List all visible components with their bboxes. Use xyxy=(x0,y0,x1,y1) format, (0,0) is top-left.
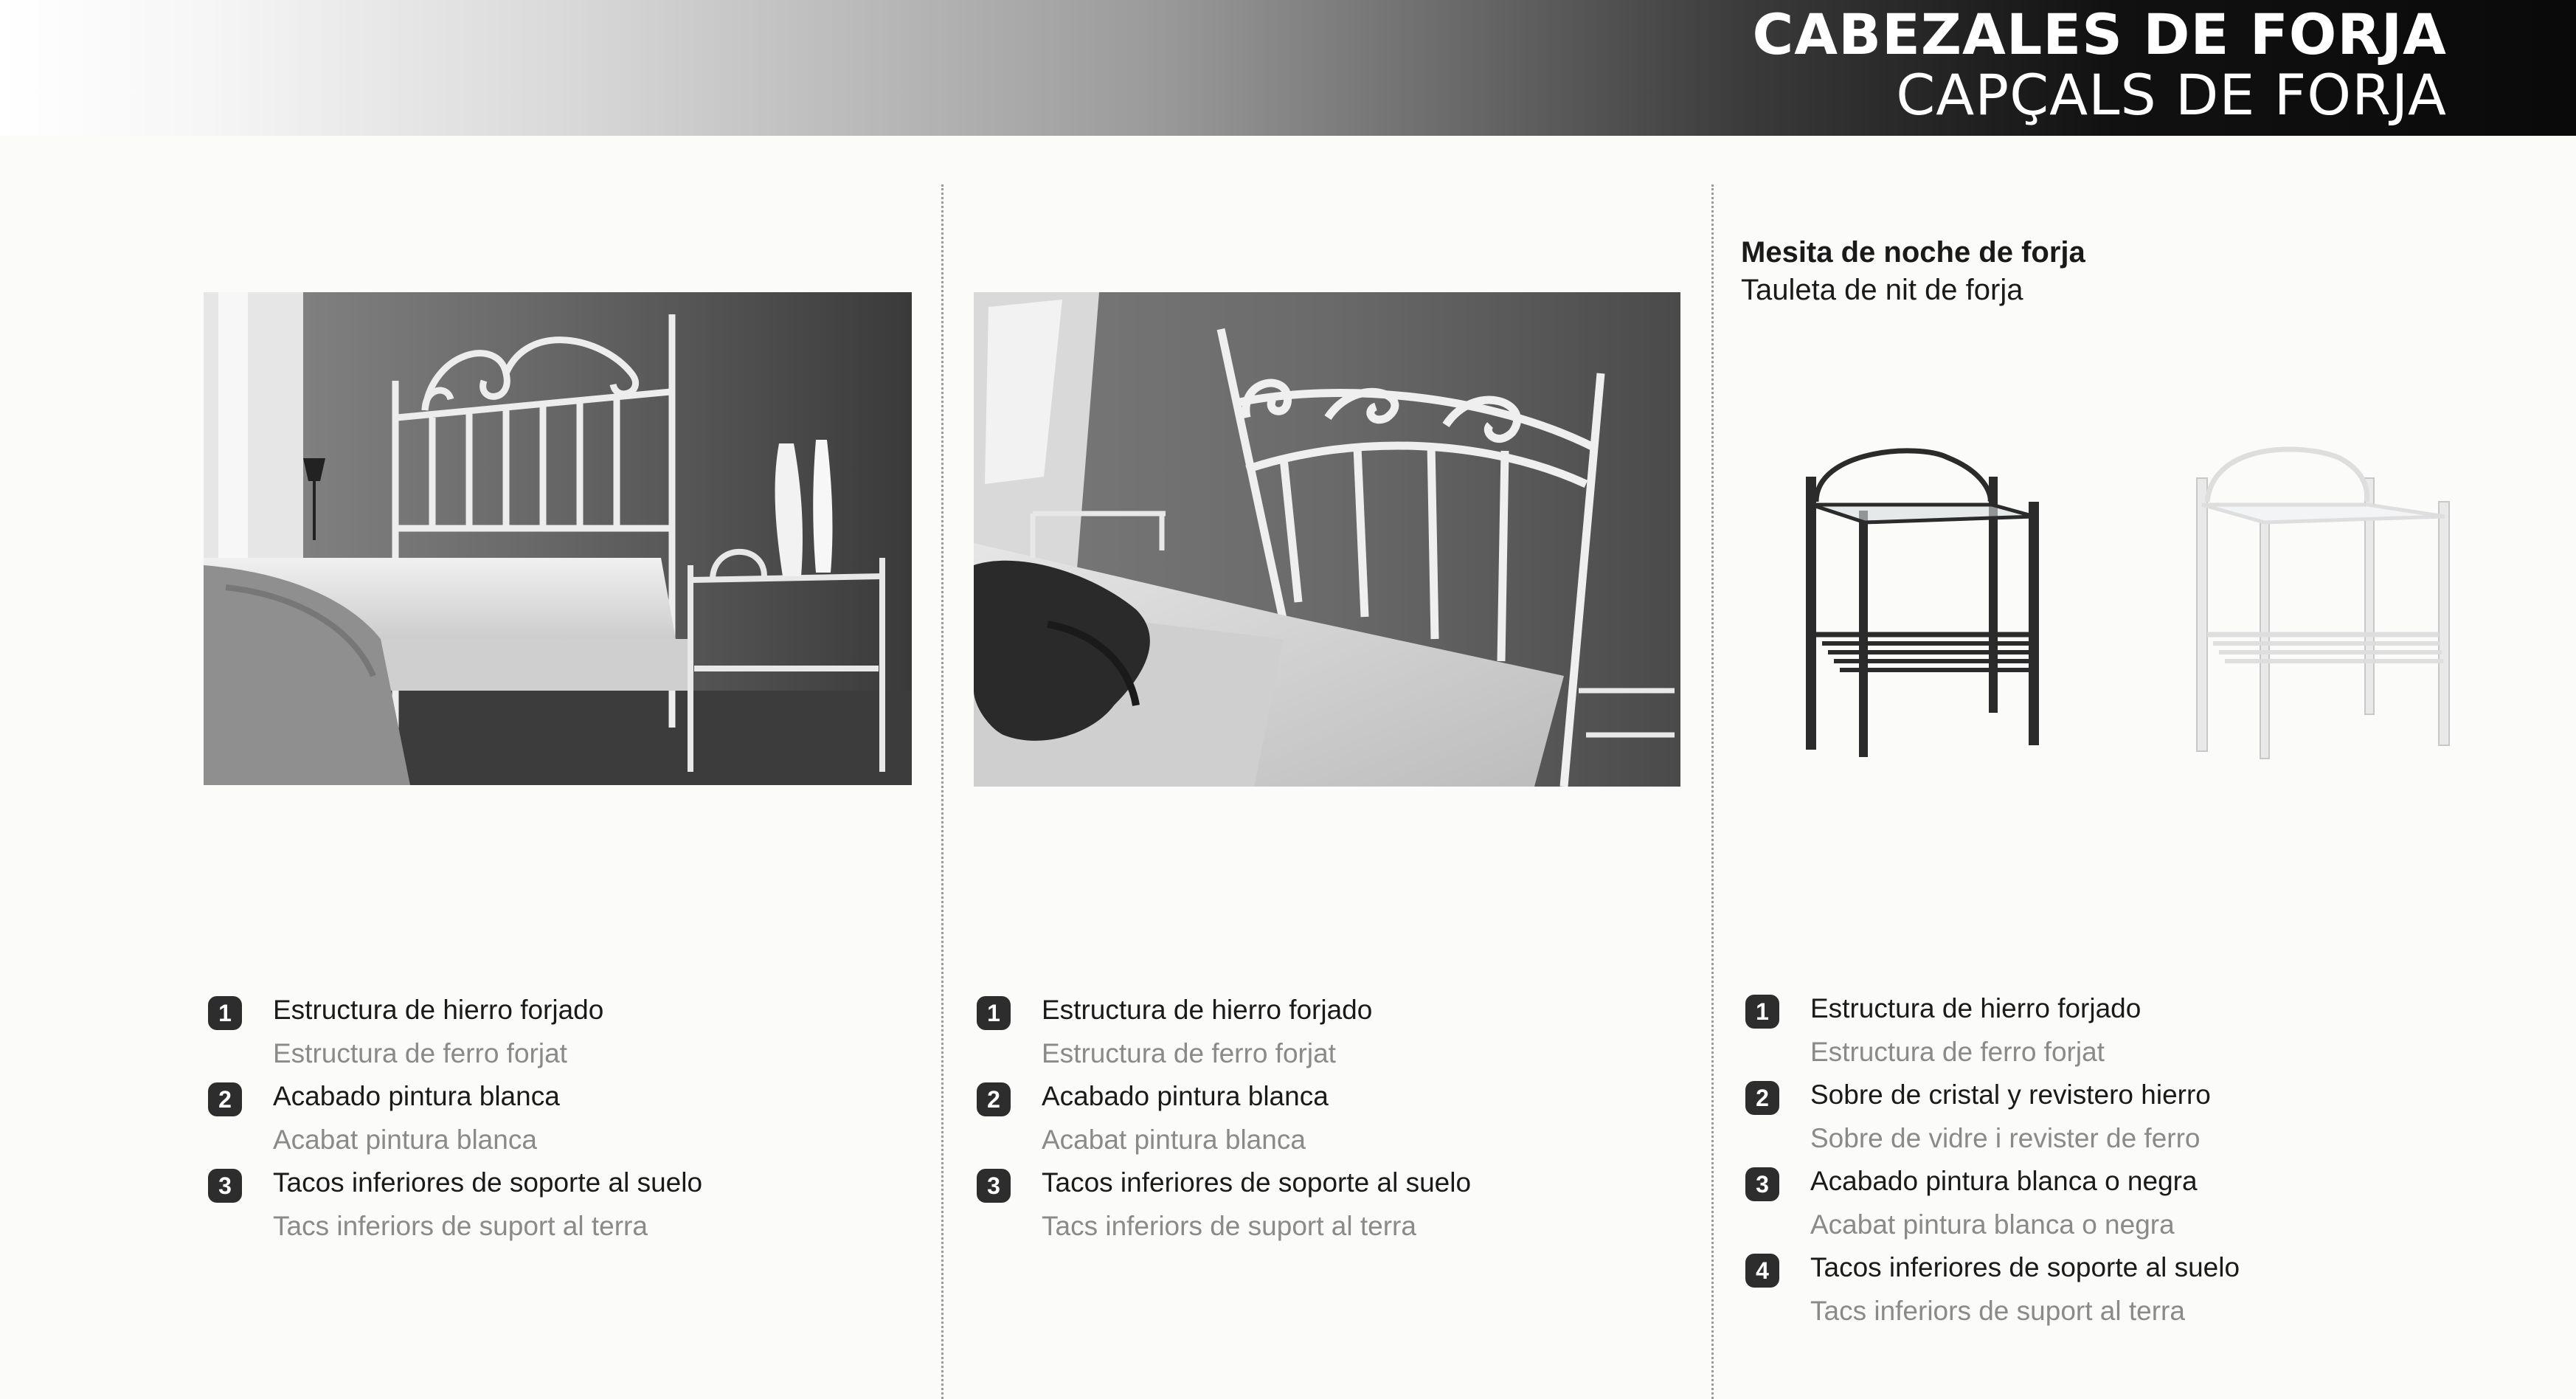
nightstand-title-es: Mesita de noche de forja xyxy=(1741,236,2085,269)
page-title-es: CABEZALES DE FORJA xyxy=(1752,1,2447,67)
spec-text-ca: Sobre de vidre i revister de ferro xyxy=(1810,1123,2201,1153)
spec-text-ca: Tacs inferiors de suport al terra xyxy=(273,1211,648,1241)
spec-number-badge: 2 xyxy=(977,1082,1011,1116)
spec-text-es: Acabado pintura blanca xyxy=(273,1081,560,1111)
spec-text-ca: Acabat pintura blanca xyxy=(1042,1125,1306,1155)
spec-text-es: Acabado pintura blanca o negra xyxy=(1810,1166,2198,1196)
spec-text-es: Estructura de hierro forjado xyxy=(1810,993,2142,1023)
header-banner xyxy=(0,0,2576,136)
spec-text-ca: Estructura de ferro forjat xyxy=(273,1038,567,1068)
spec-text-es: Tacos inferiores de soporte al suelo xyxy=(1042,1167,1472,1198)
page-title xyxy=(1752,1,2447,128)
spec-text-ca: Acabat pintura blanca o negra xyxy=(1810,1209,2175,1240)
column-divider xyxy=(1711,184,1714,1399)
spec-text-es: Tacos inferiores de soporte al suelo xyxy=(273,1167,703,1198)
spec-text-ca: Tacs inferiors de suport al terra xyxy=(1042,1211,1416,1241)
nightstand-title xyxy=(1741,233,2085,308)
spec-number-badge: 1 xyxy=(977,996,1011,1030)
spec-number-badge: 1 xyxy=(1745,995,1779,1029)
spec-text-es: Estructura de hierro forjado xyxy=(1042,995,1373,1025)
spec-number-badge: 4 xyxy=(1745,1254,1779,1288)
spec-number-badge: 3 xyxy=(208,1169,242,1203)
nightstand-title-ca: Tauleta de nit de forja xyxy=(1741,274,2023,306)
column-divider xyxy=(941,184,944,1399)
spec-number-badge: 3 xyxy=(1745,1167,1779,1201)
spec-text-ca: Estructura de ferro forjat xyxy=(1042,1038,1336,1068)
spec-text-ca: Estructura de ferro forjat xyxy=(1810,1037,2105,1067)
spec-text-es: Tacos inferiores de soporte al suelo xyxy=(1810,1252,2240,1282)
nightstands-photo xyxy=(1770,413,2479,797)
spec-number-badge: 1 xyxy=(208,996,242,1030)
spec-text-ca: Acabat pintura blanca xyxy=(273,1125,537,1155)
page-title-ca: CAPÇALS DE FORJA xyxy=(1896,62,2447,128)
spec-number-badge: 3 xyxy=(977,1169,1011,1203)
spec-text-es: Estructura de hierro forjado xyxy=(273,995,604,1025)
spec-number-badge: 2 xyxy=(1745,1081,1779,1115)
headboard-photo-1 xyxy=(204,292,912,785)
spec-text-ca: Tacs inferiors de suport al terra xyxy=(1810,1296,2185,1326)
headboard-photo-2 xyxy=(974,292,1680,787)
spec-text-es: Sobre de cristal y revistero hierro xyxy=(1810,1080,2211,1110)
spec-number-badge: 2 xyxy=(208,1082,242,1116)
spec-text-es: Acabado pintura blanca xyxy=(1042,1081,1329,1111)
